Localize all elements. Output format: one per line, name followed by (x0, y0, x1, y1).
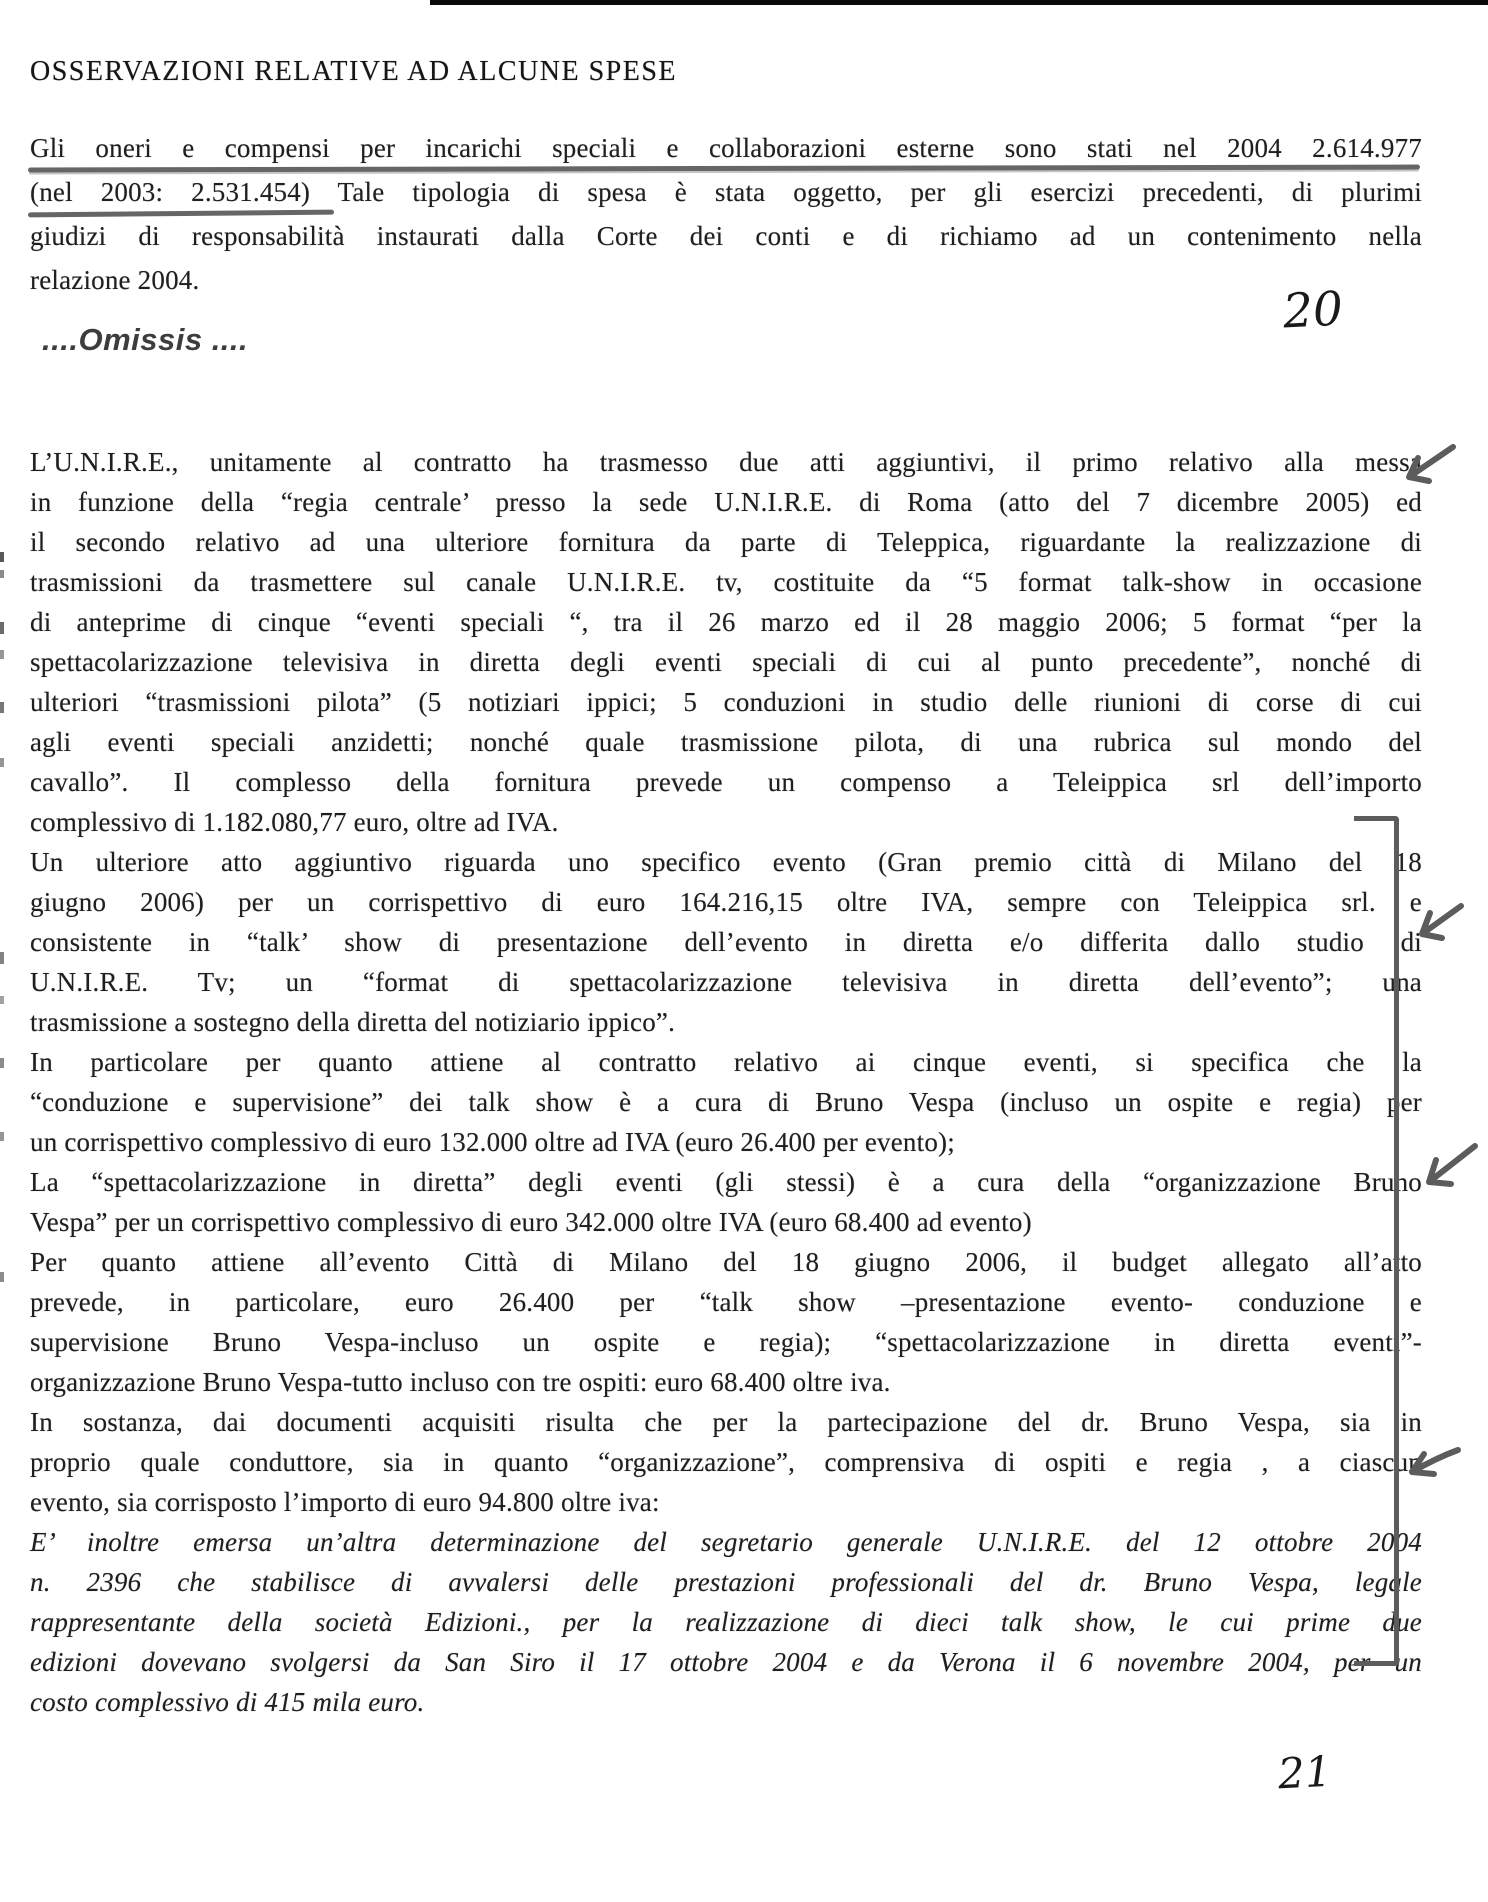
scan-edge-artifact (0, 702, 4, 713)
scan-edge-artifact (0, 758, 4, 767)
text-line: di anteprime di cinque “eventi speciali “, tra il 26 marzo ed il 28 maggio 2006; 5 format “per la (30, 607, 1422, 637)
scan-edge-artifact (0, 622, 4, 634)
text-line: in funzione della “regia centrale’ presso la sede U.N.I.R.E. di Roma (atto del 7 dicembre 2005) ed (30, 487, 1422, 517)
handwritten-arrow-icon (1412, 898, 1466, 944)
text-line: L’U.N.I.R.E., unitamente al contratto ha trasmesso due atti aggiuntivi, il primo relativo alla messa (30, 447, 1422, 477)
text-line: evento, sia corrisposto l’importo di euro 94.800 oltre iva: (30, 1487, 660, 1517)
scan-edge-artifact (0, 650, 4, 659)
text-line: n. 2396 che stabilisce di avvalersi delle prestazioni professionali del dr. Bruno Vespa, legale (30, 1567, 1422, 1597)
text-line: prevede, in particolare, euro 26.400 per “talk show –presentazione evento- conduzione e (30, 1287, 1422, 1317)
text-line: rappresentante della società Edizioni., per la realizzazione di dieci talk show, le cui prime due (30, 1607, 1422, 1637)
text-line: un corrispettivo complessivo di euro 132.000 oltre ad IVA (euro 26.400 per evento); (30, 1127, 955, 1157)
text-line: il secondo relativo ad una ulteriore fornitura da parte di Teleppica, riguardante la realizzazione di (30, 527, 1422, 557)
scan-top-bar-artifact (430, 0, 1488, 5)
text-line: relazione 2004. (30, 265, 200, 295)
handwritten-arrow-icon (1398, 1440, 1464, 1490)
text-line: spettacolarizzazione televisiva in diretta degli eventi speciali di cui al punto precedente”, nonché di (30, 647, 1422, 677)
scan-edge-artifact (0, 552, 4, 562)
text-line: Gli oneri e compensi per incarichi speciali e collaborazioni esterne sono stati nel 2004 2.614.977 (30, 133, 1422, 163)
text-line: cavallo”. Il complesso della fornitura prevede un compenso a Teleippica srl dell’importo (30, 767, 1422, 797)
text-line: (nel 2003: 2.531.454) Tale tipologia di spesa è stata oggetto, per gli esercizi precedenti, di plurimi (30, 177, 1422, 207)
scan-edge-artifact (0, 570, 4, 578)
scan-edge-artifact (0, 996, 4, 1004)
scan-edge-artifact (0, 952, 4, 964)
text-line: agli eventi speciali anzidetti; nonché quale trasmissione pilota, di una rubrica sul mondo del (30, 727, 1422, 757)
text-line: U.N.I.R.E. Tv; un “format di spettacolarizzazione televisiva in diretta dell’evento”; una (30, 967, 1422, 997)
scan-edge-artifact (0, 1132, 4, 1141)
text-line: ulteriori “trasmissioni pilota” (5 notiziari ippici; 5 conduzioni in studio delle riunioni di corse di cui (30, 687, 1422, 717)
text-line: costo complessivo di 415 mila euro. (30, 1687, 425, 1717)
text-line: In particolare per quanto attiene al contratto relativo ai cinque eventi, si specifica che la (30, 1047, 1422, 1077)
text-line: consistente in “talk’ show di presentazione dell’evento in diretta e/o differita dallo studio di (30, 927, 1422, 957)
text-line: Per quanto attiene all’evento Città di Milano del 18 giugno 2006, il budget allegato all’atto (30, 1247, 1422, 1277)
omissis-label: ....Omissis .... (42, 322, 249, 357)
page-title: OSSERVAZIONI RELATIVE AD ALCUNE SPESE (30, 56, 677, 87)
text-line: edizioni dovevano svolgersi da San Siro il 17 ottobre 2004 e da Verona il 6 novembre 2004, per un (30, 1647, 1422, 1677)
text-line: supervisione Bruno Vespa-incluso un ospite e regia); “spettacolarizzazione in diretta eventi”- (30, 1327, 1422, 1357)
handwritten-arrow-icon (1418, 1138, 1480, 1192)
scan-edge-artifact (0, 1272, 4, 1282)
scan-edge-artifact (0, 1058, 4, 1068)
text-line: trasmissioni da trasmettere sul canale U.N.I.R.E. tv, costituite da “5 format talk-show in occasione (30, 567, 1422, 597)
text-line: In sostanza, dai documenti acquisiti risulta che per la partecipazione del dr. Bruno Vespa, sia in (30, 1407, 1422, 1437)
text-line: complessivo di 1.182.080,77 euro, oltre ad IVA. (30, 807, 559, 837)
text-line: E’ inoltre emersa un’altra determinazione del segretario generale U.N.I.R.E. del 12 ottobre 2004 (30, 1527, 1422, 1557)
handwritten-arrow-icon (1396, 440, 1458, 488)
italic-paragraph (30, 1522, 1422, 1722)
text-line: proprio quale conduttore, sia in quanto “organizzazione”, comprensiva di ospiti e regia , a ciascun (30, 1447, 1422, 1477)
text-line: La “spettacolarizzazione in diretta” degli eventi (gli stessi) è a cura della “organizzazione Bruno (30, 1167, 1422, 1197)
page-number-bottom: 21 (1276, 1746, 1333, 1799)
text-line: trasmissione a sostegno della diretta del notiziario ippico”. (30, 1007, 676, 1037)
text-line: giudizi di responsabilità instaurati dalla Corte dei conti e di richiamo ad un contenimento nella (30, 221, 1422, 251)
text-line: Vespa” per un corrispettivo complessivo di euro 342.000 oltre IVA (euro 68.400 ad evento) (30, 1207, 1032, 1237)
margin-bracket-annotation (1354, 816, 1399, 1666)
page-number-top: 20 (1281, 281, 1345, 340)
text-line: giugno 2006) per un corrispettivo di euro 164.216,15 oltre IVA, sempre con Teleippica srl. e (30, 887, 1422, 917)
text-line: organizzazione Bruno Vespa-tutto incluso con tre ospiti: euro 68.400 oltre iva. (30, 1367, 891, 1397)
text-line: Un ulteriore atto aggiuntivo riguarda uno specifico evento (Gran premio città di Milano del 18 (30, 847, 1422, 877)
text-line: “conduzione e supervisione” dei talk show è a cura di Bruno Vespa (incluso un ospite e regia) per (30, 1087, 1422, 1117)
body-paragraph (30, 442, 1422, 1522)
